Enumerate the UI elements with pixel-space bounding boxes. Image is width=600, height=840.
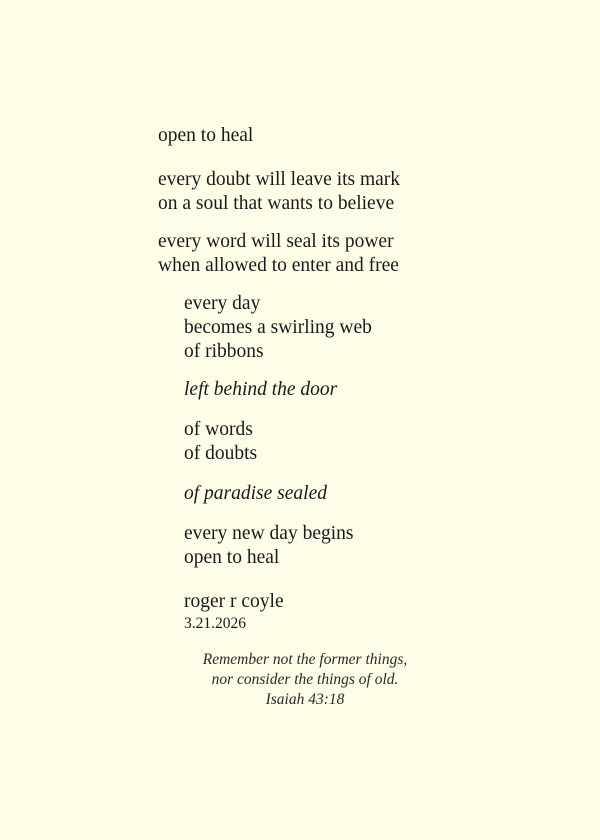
epigraph-line: Remember not the former things, [202, 651, 408, 668]
poem-title: open to heal [158, 125, 254, 146]
poem-line: when allowed to enter and free [158, 255, 399, 276]
poem-line: every word will seal its power [158, 231, 394, 252]
stanza-3 [184, 292, 578, 364]
stanza-2 [158, 230, 578, 278]
stanza-4 [184, 378, 578, 402]
stanza-6 [184, 482, 578, 506]
poem-line: open to heal [184, 547, 280, 568]
poem-line: every day [184, 293, 261, 314]
poem-line: of doubts [184, 443, 258, 464]
stanza-1 [158, 168, 578, 216]
signature [184, 590, 578, 634]
poem-line: left behind the door [184, 379, 338, 400]
poem-line: on a soul that wants to believe [158, 193, 395, 214]
stanza-5 [184, 418, 578, 466]
poem [158, 124, 578, 634]
stanza-7 [184, 522, 578, 570]
epigraph-line: nor consider the things of old. [211, 671, 399, 688]
poem-line: every new day begins [184, 523, 354, 544]
author-name: roger r coyle [184, 591, 284, 612]
poem-line: of ribbons [184, 341, 264, 362]
poem-line: of words [184, 419, 253, 440]
epigraph-reference: Isaiah 43:18 [265, 691, 345, 708]
poem-date: 3.21.2026 [184, 615, 246, 632]
epigraph [0, 650, 600, 710]
poem-line: of paradise sealed [184, 483, 327, 504]
poem-line: every doubt will leave its mark [158, 169, 401, 190]
poem-line: becomes a swirling web [184, 317, 372, 338]
